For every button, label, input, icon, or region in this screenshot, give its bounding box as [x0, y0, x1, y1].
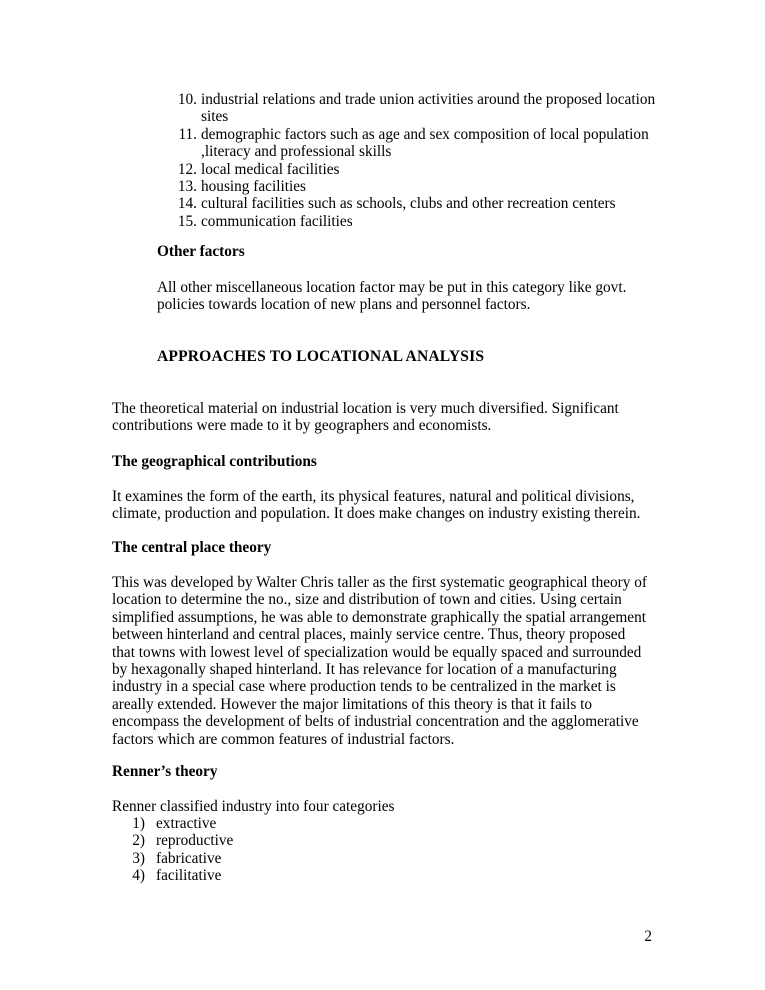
list-item — [176, 178, 656, 195]
list-item-marker: 14. — [177, 195, 197, 213]
geographical-contributions-paragraph-block — [112, 488, 648, 523]
renners-categories-list — [130, 815, 450, 885]
other-factors-section — [157, 243, 649, 260]
paragraph-other-factors: All other miscellaneous location factor may be put in this category like govt. policies towards location of new plans and personnel factors. — [157, 279, 627, 314]
geographical-contributions-heading-block — [112, 453, 648, 470]
list-item-marker: 15. — [177, 212, 197, 230]
central-place-theory-heading-block — [112, 539, 648, 556]
list-item-label: demographic factors such as age and sex composition of local population ,literacy and professional skills — [201, 125, 649, 161]
list-item — [176, 91, 656, 126]
list-item-label: reproductive — [156, 832, 234, 850]
list-item-marker: 3) — [132, 849, 145, 867]
central-place-theory-paragraph-block — [112, 574, 648, 748]
list-item-marker: 1) — [132, 815, 145, 832]
list-item — [176, 195, 656, 212]
list-item-label: extractive — [156, 815, 217, 832]
list-item-label: communication facilities — [201, 212, 353, 230]
page-number: 2 — [644, 928, 652, 945]
renners-theory-leadin-block — [112, 798, 648, 815]
list-item-marker: 2) — [132, 832, 145, 850]
approaches-intro-block — [112, 400, 648, 435]
list-item — [176, 213, 656, 230]
paragraph-approaches-intro: The theoretical material on industrial location is very much diversified. Significant contributions were made to it by geographers and economists. — [112, 400, 619, 435]
paragraph-renners-lead-in: Renner classified industry into four categories — [112, 798, 395, 815]
list-item — [130, 867, 450, 884]
list-item-label: facilitative — [156, 867, 222, 885]
list-item-label: industrial relations and trade union activities around the proposed location sites — [201, 91, 656, 126]
list-item-marker: 12. — [177, 160, 197, 178]
list-item — [130, 850, 450, 867]
section-heading-renners-theory: Renner’s theory — [112, 763, 218, 780]
renners-theory-heading-block — [112, 763, 648, 780]
list-item — [176, 161, 656, 178]
numbered-factors-list — [176, 91, 656, 230]
list-item — [176, 126, 656, 161]
section-heading-approaches: APPROACHES TO LOCATIONAL ANALYSIS — [157, 348, 485, 365]
list-item — [130, 832, 450, 849]
list-item-label: local medical facilities — [201, 160, 340, 178]
section-heading-central-place-theory: The central place theory — [112, 539, 272, 556]
list-item-label: housing facilities — [201, 178, 306, 196]
paragraph-central-place-theory: This was developed by Walter Chris taller as the first systematic geographical theory of location to determine the no., size and distribution of town and cities. Using certain simplified assumptions, he was able to demonstrate graphically the spatial arrangement between hinterland and central places, mainly service centre. Thus, theory proposed that towns with lowest level of specialization would be equally spaced and surrounded by hexagonally shaped hinterland. It has relevance for location of a manufacturing industry in a special case where production tends to be centralized in the market is areally extended. However the major limitations of this theory is that it fails to encompass the development of belts of industrial concentration and the agglomerative factors which are common features of industrial factors. — [112, 574, 647, 748]
paragraph-geographical-contributions: It examines the form of the earth, its physical features, natural and political divisions, climate, production and population. It does make changes on industry existing therein. — [112, 488, 641, 523]
section-heading-other-factors: Other factors — [157, 243, 245, 260]
list-item-marker: 11. — [178, 125, 197, 143]
list-item-marker: 13. — [177, 178, 197, 196]
list-item-label: cultural facilities such as schools, clubs and other recreation centers — [201, 195, 616, 213]
list-item — [130, 815, 450, 832]
list-item-marker: 4) — [132, 867, 145, 885]
approaches-heading-block — [157, 348, 649, 365]
other-factors-paragraph-block — [157, 279, 649, 314]
list-item-label: fabricative — [156, 849, 222, 867]
list-item-marker: 10. — [177, 91, 197, 108]
section-heading-geographical-contributions: The geographical contributions — [112, 453, 317, 470]
